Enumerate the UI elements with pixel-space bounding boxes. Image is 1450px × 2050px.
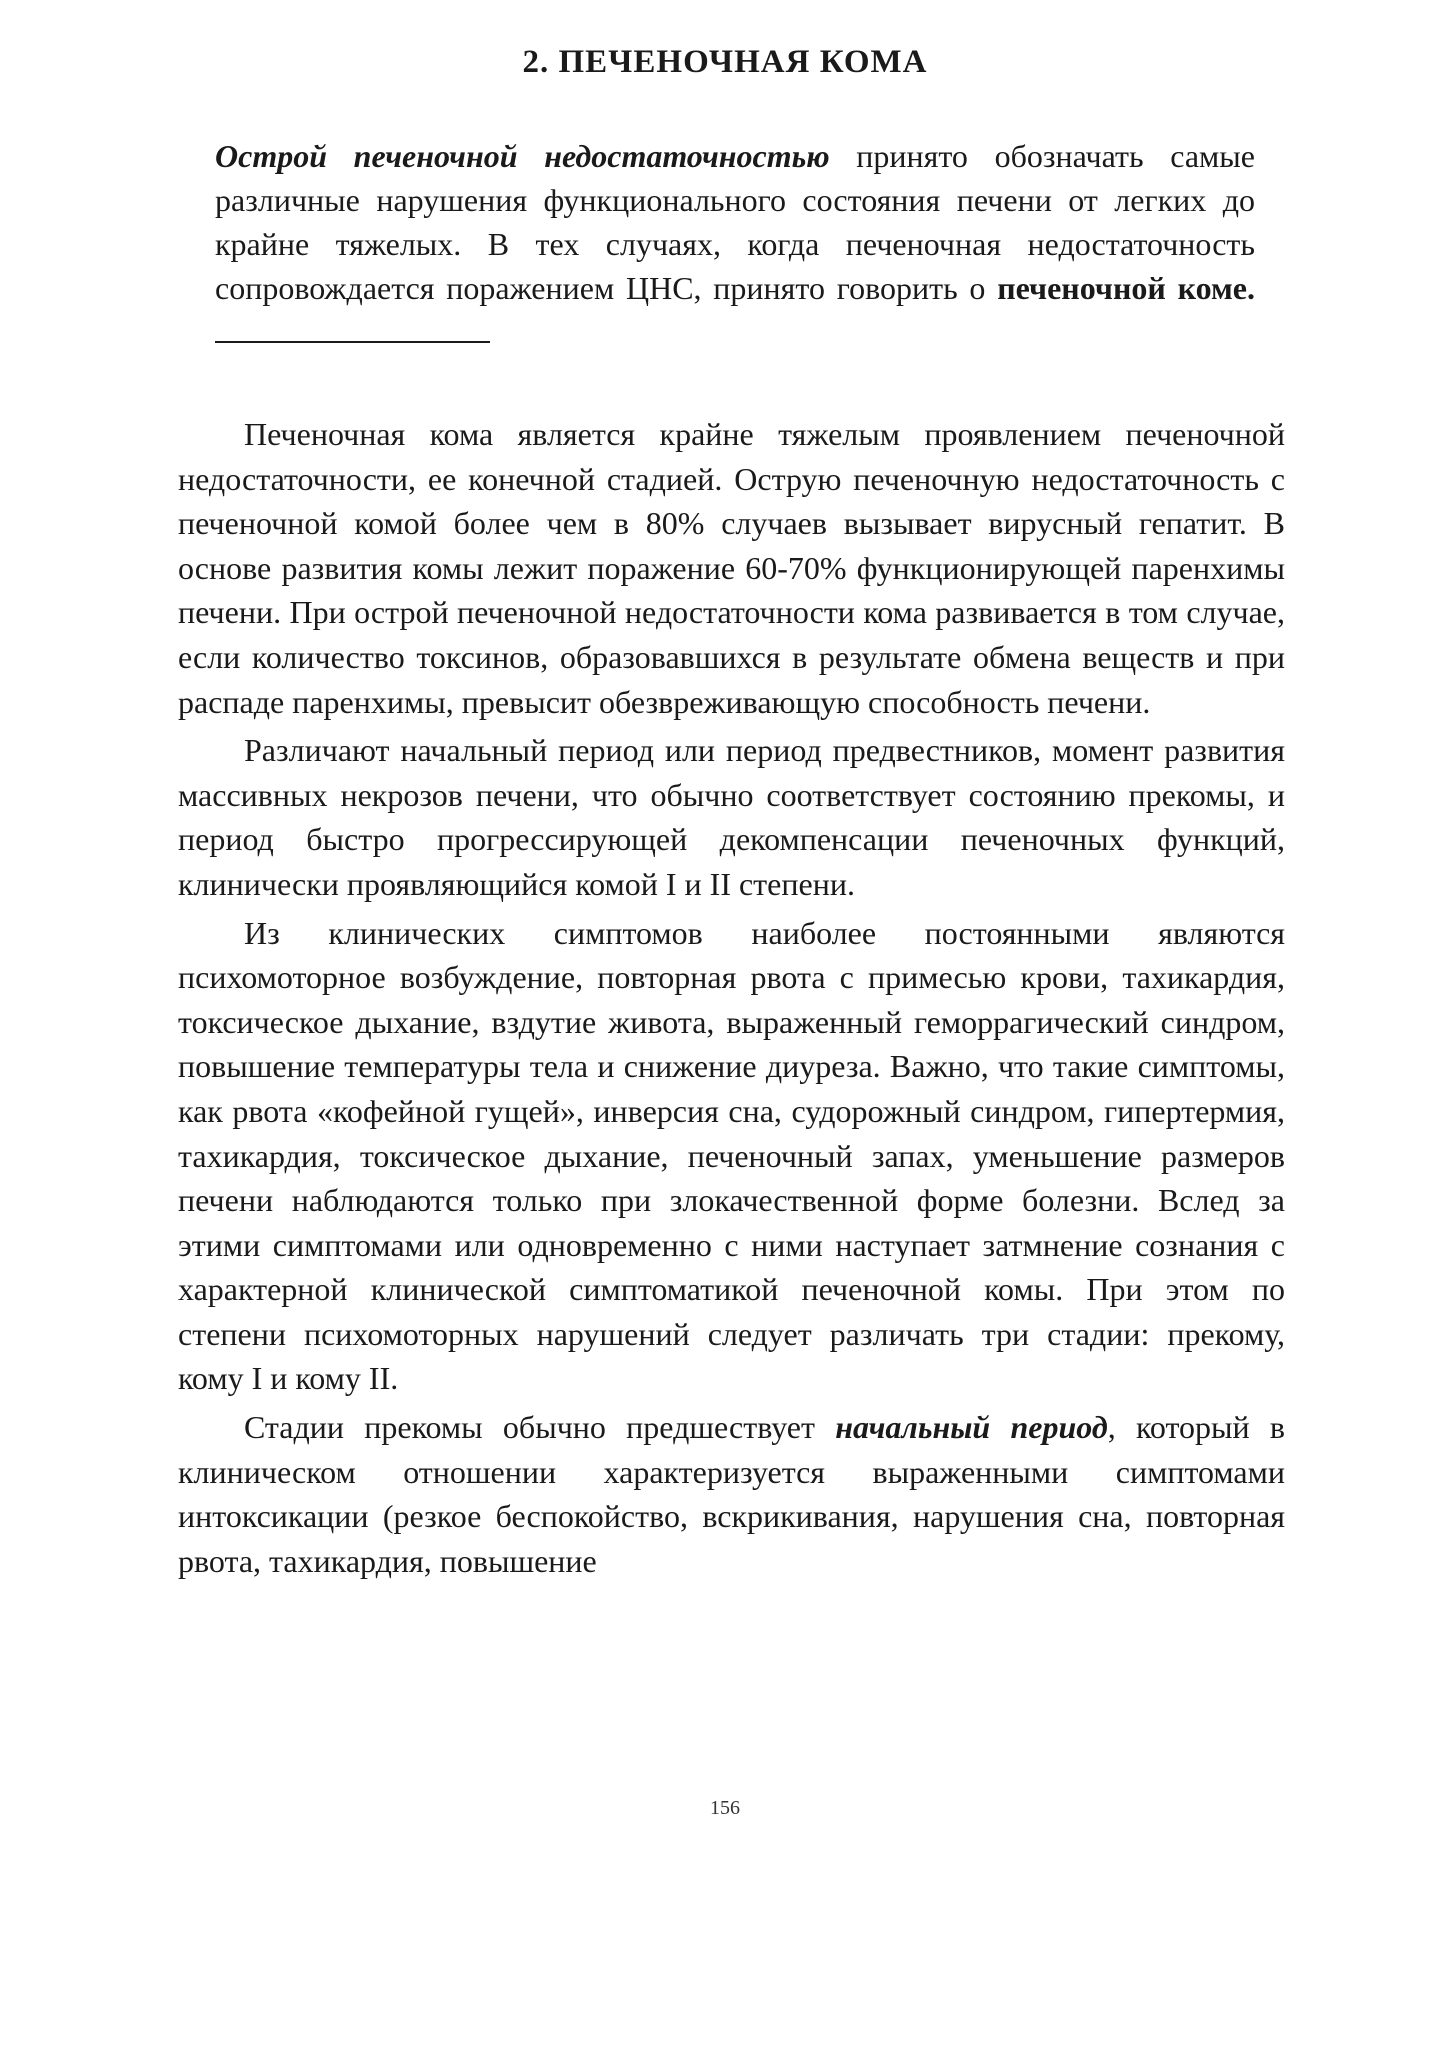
intro-paragraph	[215, 134, 1255, 354]
intro-text: принято обозначать самые различные нарушения функционального состояния печени от легких до крайне тяжелых. В тех случаях, когда печеночная недостаточность сопровождается поражением ЦНС, принято говорить о	[215, 138, 1255, 306]
paragraph-3: Из клинических симптомов наиболее постоянными являются психомоторное возбуждение, повторная рвота с примесью крови, тахикардия, токсическое дыхание, вздутие живота, выраженный геморрагический синдром, повышение температуры тела и снижение диуреза. Важно, что такие симптомы, как рвота «кофейной гущей», инверсия сна, судорожный синдром, гипертермия, тахикардия, токсическое дыхание, печеночный запах, уменьшение размеров печени наблюдаются только при злокачественной форме болезни. Вслед за этими симптомами или одновременно с ними наступает затмнение сознания с характерной клинической симптоматикой печеночной комы. При этом по степени психомоторных нарушений следует различать три стадии: прекому, кому I и кому II.	[178, 914, 1285, 1397]
underline-rule	[215, 315, 490, 343]
section-title: 2. ПЕЧЕНОЧНАЯ КОМА	[522, 44, 928, 80]
paragraph-2: Различают начальный период или период предвестников, момент развития массивных некрозов печени, что обычно соответствует состоянию прекомы, и период быстро прогрессирующей декомпенсации печеночных функций, клинически проявляющийся комой I и II степени.	[178, 732, 1285, 902]
body-text	[178, 412, 1285, 1587]
page-number: 156	[710, 1797, 740, 1819]
paragraph-4	[178, 1405, 1285, 1583]
intro-key-term: печеночной коме.	[997, 270, 1256, 306]
paragraph-4-emphasis: начальный период	[835, 1409, 1108, 1446]
paragraph-1: Печеночная кома является крайне тяжелым проявлением печеночной недостаточности, ее конечной стадией. Острую печеночную недостаточность с печеночной комой более чем в 80% случаев вызывает вирусный гепатит. В основе развития комы лежит поражение 60-70% функционирующей паренхимы печени. При острой печеночной недостаточности кома развивается в том случае, если количество токсинов, образовавшихся в результате обмена веществ и при распаде паренхимы, превысит обезвреживающую способность печени.	[178, 416, 1285, 720]
paragraph-4-end: , который в клиническом отношении характеризуется выраженными симптомами интоксикации (резкое беспокойство, вскрикивания, нарушения сна, повторная рвота, тахикардия, повышение	[178, 1409, 1286, 1579]
paragraph-4-start: Стадии прекомы обычно предшествует	[244, 1409, 836, 1446]
intro-lead-term: Острой печеночной недостаточностью	[215, 138, 830, 174]
